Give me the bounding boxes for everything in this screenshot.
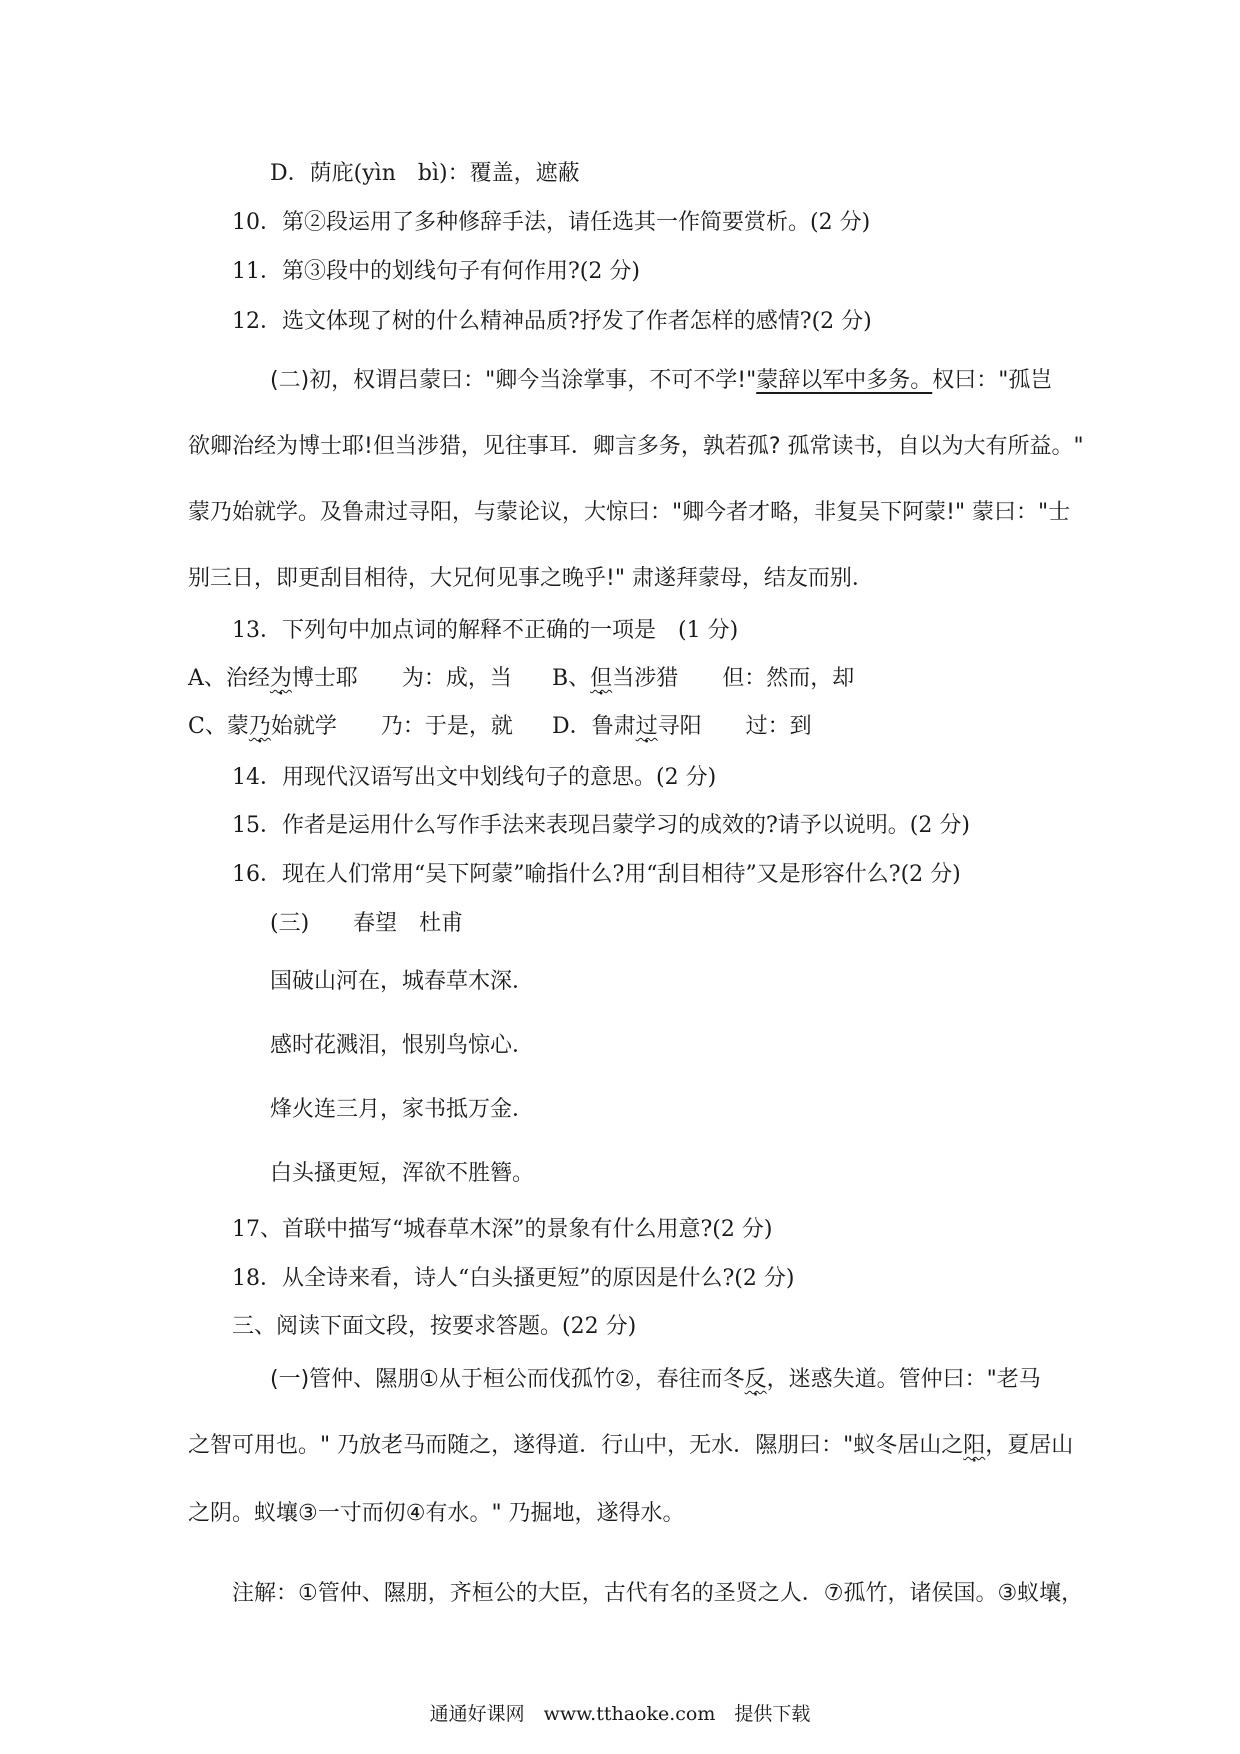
question-11: 11．第③段中的划线句子有何作用?(2 分) xyxy=(232,259,640,284)
question-18: 18．从全诗来看，诗人“白头搔更短”的原因是什么?(2 分) xyxy=(232,1266,795,1291)
question-17: 17、首联中描写“城春草木深”的景象有什么用意?(2 分) xyxy=(232,1217,773,1242)
poem-line-2: 感时花溅泪，恨别鸟惊心． xyxy=(270,1033,535,1058)
passage3-key-yang: 阳 xyxy=(963,1433,986,1458)
question-13-option-d xyxy=(552,713,812,741)
passage3-line-1-end: ，迷惑失道。管仲曰："老马 xyxy=(766,1367,1041,1392)
poem-line-3: 烽火连三月，家书抵万金． xyxy=(270,1097,535,1122)
passage2-line-1-end: 权曰："孤岂 xyxy=(932,368,1053,393)
passage3-line-3: 之阴。蚁壤③一寸而仞④有水。" 乃掘地，遂得水。 xyxy=(188,1501,685,1526)
passage2-line-4: 别三日，即更刮目相待，大兄何见事之晚乎!" 肃遂拜蒙母，结友而别． xyxy=(188,566,874,591)
passage3-line-1-start: (一)管仲、隰朋①从于桓公而伐孤竹②，春往而冬 xyxy=(270,1367,745,1392)
passage2-line-1-start: (二)初，权谓吕蒙曰："卿今当涂掌事，不可不学!" xyxy=(270,368,757,393)
q13-a-suffix: 博士耶 为：成，当 xyxy=(291,666,512,691)
question-15: 15．作者是运用什么写作手法来表现吕蒙学习的成效的?请予以说明。(2 分) xyxy=(232,813,970,838)
question-16: 16．现在人们常用“吴下阿蒙”喻指什么?用“刮目相待”又是形容什么?(2 分) xyxy=(232,862,961,887)
question-10: 10．第②段运用了多种修辞手法，请任选其一作简要赏析。(2 分) xyxy=(232,210,871,235)
q9-option-d xyxy=(270,160,580,188)
question-13-option-a xyxy=(188,665,512,693)
poem-line-1: 国破山河在，城春草木深． xyxy=(270,969,535,994)
q9-option-d-pinyin: yìn bì xyxy=(362,161,439,186)
passage3-line-2-start: 之智可用也。" 乃放老马而随之，遂得道．行山中，无水．隰朋曰："蚁冬居山之 xyxy=(188,1433,964,1458)
q13-a-key: 为 xyxy=(269,666,292,691)
passage2-line-3: 蒙乃始就学。及鲁肃过寻阳，与蒙论议，大惊曰："卿今者才略，非复吴下阿蒙!" 蒙曰："士 xyxy=(188,500,1071,525)
q13-d-prefix: D．鲁肃 xyxy=(552,714,636,739)
question-13-stem: 13．下列句中加点词的解释不正确的一项是 (1 分) xyxy=(232,618,739,643)
q13-d-key: 过 xyxy=(635,714,658,739)
question-13-option-b xyxy=(552,665,854,693)
passage3-line-2-end: ，夏居山 xyxy=(985,1433,1074,1458)
passage3-line-2 xyxy=(188,1432,1073,1460)
passage2-line-1 xyxy=(270,367,1052,395)
q13-a-prefix: A、治经 xyxy=(188,666,270,691)
q13-c-prefix: C、蒙 xyxy=(188,714,249,739)
q13-b-prefix: B、 xyxy=(552,666,591,691)
question-12: 12．选文体现了树的什么精神品质?抒发了作者怎样的感情?(2 分) xyxy=(232,309,872,334)
q9-option-d-rest: )：覆盖，遮蔽 xyxy=(439,161,580,186)
q13-b-key: 但 xyxy=(590,666,613,691)
passage3-line-1 xyxy=(270,1366,1041,1394)
page-footer: 通通好课网 www.tthaoke.com 提供下载 xyxy=(429,1703,811,1725)
poem-heading: (三) 春望 杜甫 xyxy=(270,911,464,936)
q13-b-suffix: 当涉猎 但：然而，却 xyxy=(612,666,855,691)
question-13-option-c xyxy=(188,713,513,741)
passage3-key-fan: 反 xyxy=(744,1367,767,1392)
q13-d-suffix: 寻阳 过：到 xyxy=(657,714,812,739)
question-14: 14．用现代汉语写出文中划线句子的意思。(2 分) xyxy=(232,765,717,790)
passage2-underlined-sentence: 蒙辞以军中多务。 xyxy=(756,368,933,393)
annotation-note: 注解：①管仲、隰朋，齐桓公的大臣，古代有名的圣贤之人．⑦孤竹，诸侯国。③蚁壤， xyxy=(232,1581,1084,1606)
section-3-heading: 三、阅读下面文段，按要求答题。(22 分) xyxy=(232,1314,637,1339)
q13-c-key: 乃 xyxy=(248,714,271,739)
poem-line-4: 白头搔更短，浑欲不胜簪。 xyxy=(270,1161,535,1186)
q9-option-d-letter: D．荫庇( xyxy=(270,161,363,186)
passage2-line-2: 欲卿治经为博士耶!但当涉猎，见往事耳．卿言多务，孰若孤? 孤常读书，自以为大有所益。" xyxy=(188,434,1084,459)
q13-c-suffix: 始就学 乃：于是，就 xyxy=(270,714,513,739)
